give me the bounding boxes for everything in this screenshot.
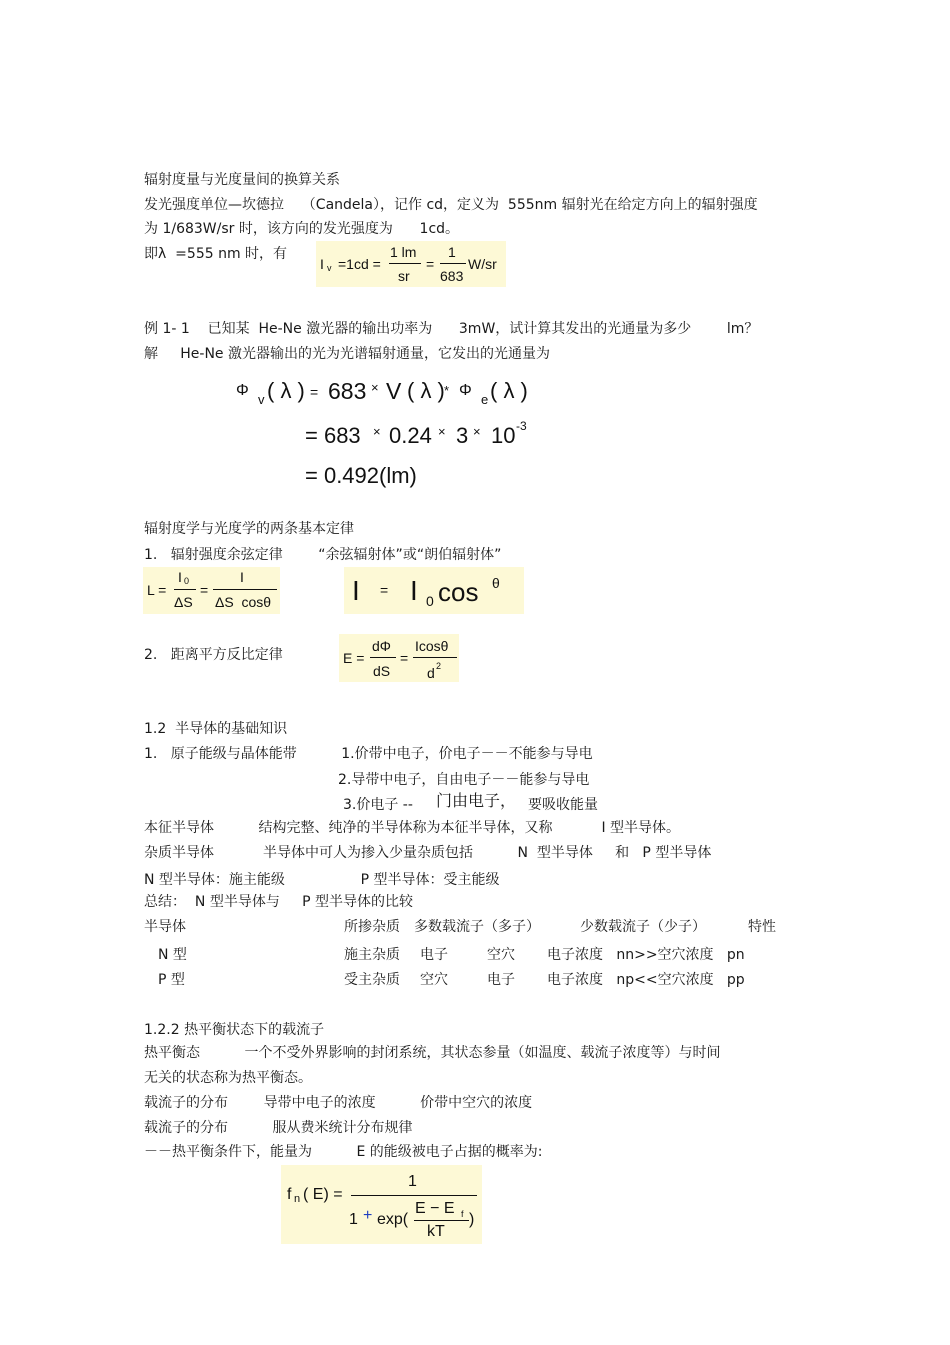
equilibrium-line: 无关的状态称为热平衡态。 <box>144 1070 312 1086</box>
distribution-line: 载流子的分布 导带中电子的浓度 价带中空穴的浓度 <box>144 1095 533 1111</box>
band-line: 3.价电子 -- <box>343 797 413 813</box>
equilibrium-line: 热平衡态 一个不受外界影响的封闭系统，其状态参量（如温度、载流子浓度等）与时间 <box>144 1045 721 1061</box>
law-item: 2. 距离平方反比定律 <box>144 647 283 663</box>
section-heading: 1.2.2 热平衡状态下的载流子 <box>144 1022 325 1038</box>
band-line: 要吸收能量 <box>528 797 598 813</box>
formula-cosine-law: I = I 0 cos θ <box>344 567 524 614</box>
table-header: 少数载流子（少子） <box>580 919 706 935</box>
table-cell: N 型 <box>158 947 187 963</box>
example-line: 例 1- 1 已知某 He-Ne 激光器的输出功率为 3mW，试计算其发出的光通量为多少 lm？ <box>144 321 759 337</box>
table-header: 所掺杂质 <box>344 919 400 935</box>
np-line: N 型半导体：施主能级 P 型半导体：受主能级 <box>144 872 500 888</box>
formula-luminous-intensity: I v =1cd = 1 lm sr = 1 683 W/sr <box>316 241 506 287</box>
table-header: 特性 <box>748 919 776 935</box>
table-cell: 受主杂质 <box>344 972 400 988</box>
table-cell: 电子浓度 np<<空穴浓度 pp <box>547 972 745 988</box>
table-cell: 电子 <box>487 972 515 988</box>
table-cell: 电子 <box>420 947 448 963</box>
table-cell: 空穴 <box>487 947 515 963</box>
table-header: 多数载流子（多子） <box>414 919 540 935</box>
distribution-line: 载流子的分布 服从费米统计分布规律 <box>144 1120 413 1136</box>
intrinsic-line: 本征半导体 结构完整、纯净的半导体称为本征半导体，又称 I 型半导体。 <box>144 820 681 836</box>
section-heading: 1.2 半导体的基础知识 <box>144 721 288 737</box>
formula-inverse-square: E = dΦ dS = Icosθ d 2 <box>339 634 459 682</box>
definition-line: 即λ =555 nm 时，有 <box>144 246 288 262</box>
law-item: 1. 辐射强度余弦定律 “余弦辐射体”或“朗伯辐射体” <box>144 547 502 563</box>
formula-fermi-distribution: f n ( E) = 1 1 + exp( E − E f kT ) <box>281 1165 482 1244</box>
band-line: 2.导带中电子，自由电子－－能参与导电 <box>338 772 590 788</box>
table-cell: 施主杂质 <box>344 947 400 963</box>
laws-heading: 辐射度学与光度学的两条基本定律 <box>144 521 354 537</box>
table-cell: P 型 <box>158 972 185 988</box>
table-header: 半导体 <box>144 919 186 935</box>
section-title: 辐射度量与光度量间的换算关系 <box>144 172 340 188</box>
band-line: 1. 原子能级与晶体能带 1.价带中电子，价电子－－不能参与导电 <box>144 746 593 762</box>
definition-line: 为 1/683W/sr 时，该方向的发光强度为 1cd。 <box>144 221 460 237</box>
summary-line: 总结： N 型半导体与 P 型半导体的比较 <box>144 894 413 910</box>
formula-radiance: L = I 0 ΔS = I ΔS cosθ <box>143 567 280 614</box>
impurity-line: 杂质半导体 半导体中可人为掺入少量杂质包括 N 型半导体 和 P 型半导体 <box>144 845 712 861</box>
table-cell: 空穴 <box>420 972 448 988</box>
table-cell: 电子浓度 nn>>空穴浓度 pn <box>547 947 745 963</box>
probability-line: －－热平衡条件下，能量为 E 的能级被电子占据的概率为: <box>144 1144 543 1160</box>
solution-line: 解 He-Ne 激光器输出的光为光谱辐射通量，它发出的光通量为 <box>144 346 550 362</box>
band-handwritten: 门由电子， <box>436 791 517 810</box>
definition-line: 发光强度单位—坎德拉 （Candela），记作 cd，定义为 555nm 辐射光在给定方向上的辐射强度 <box>144 197 758 213</box>
